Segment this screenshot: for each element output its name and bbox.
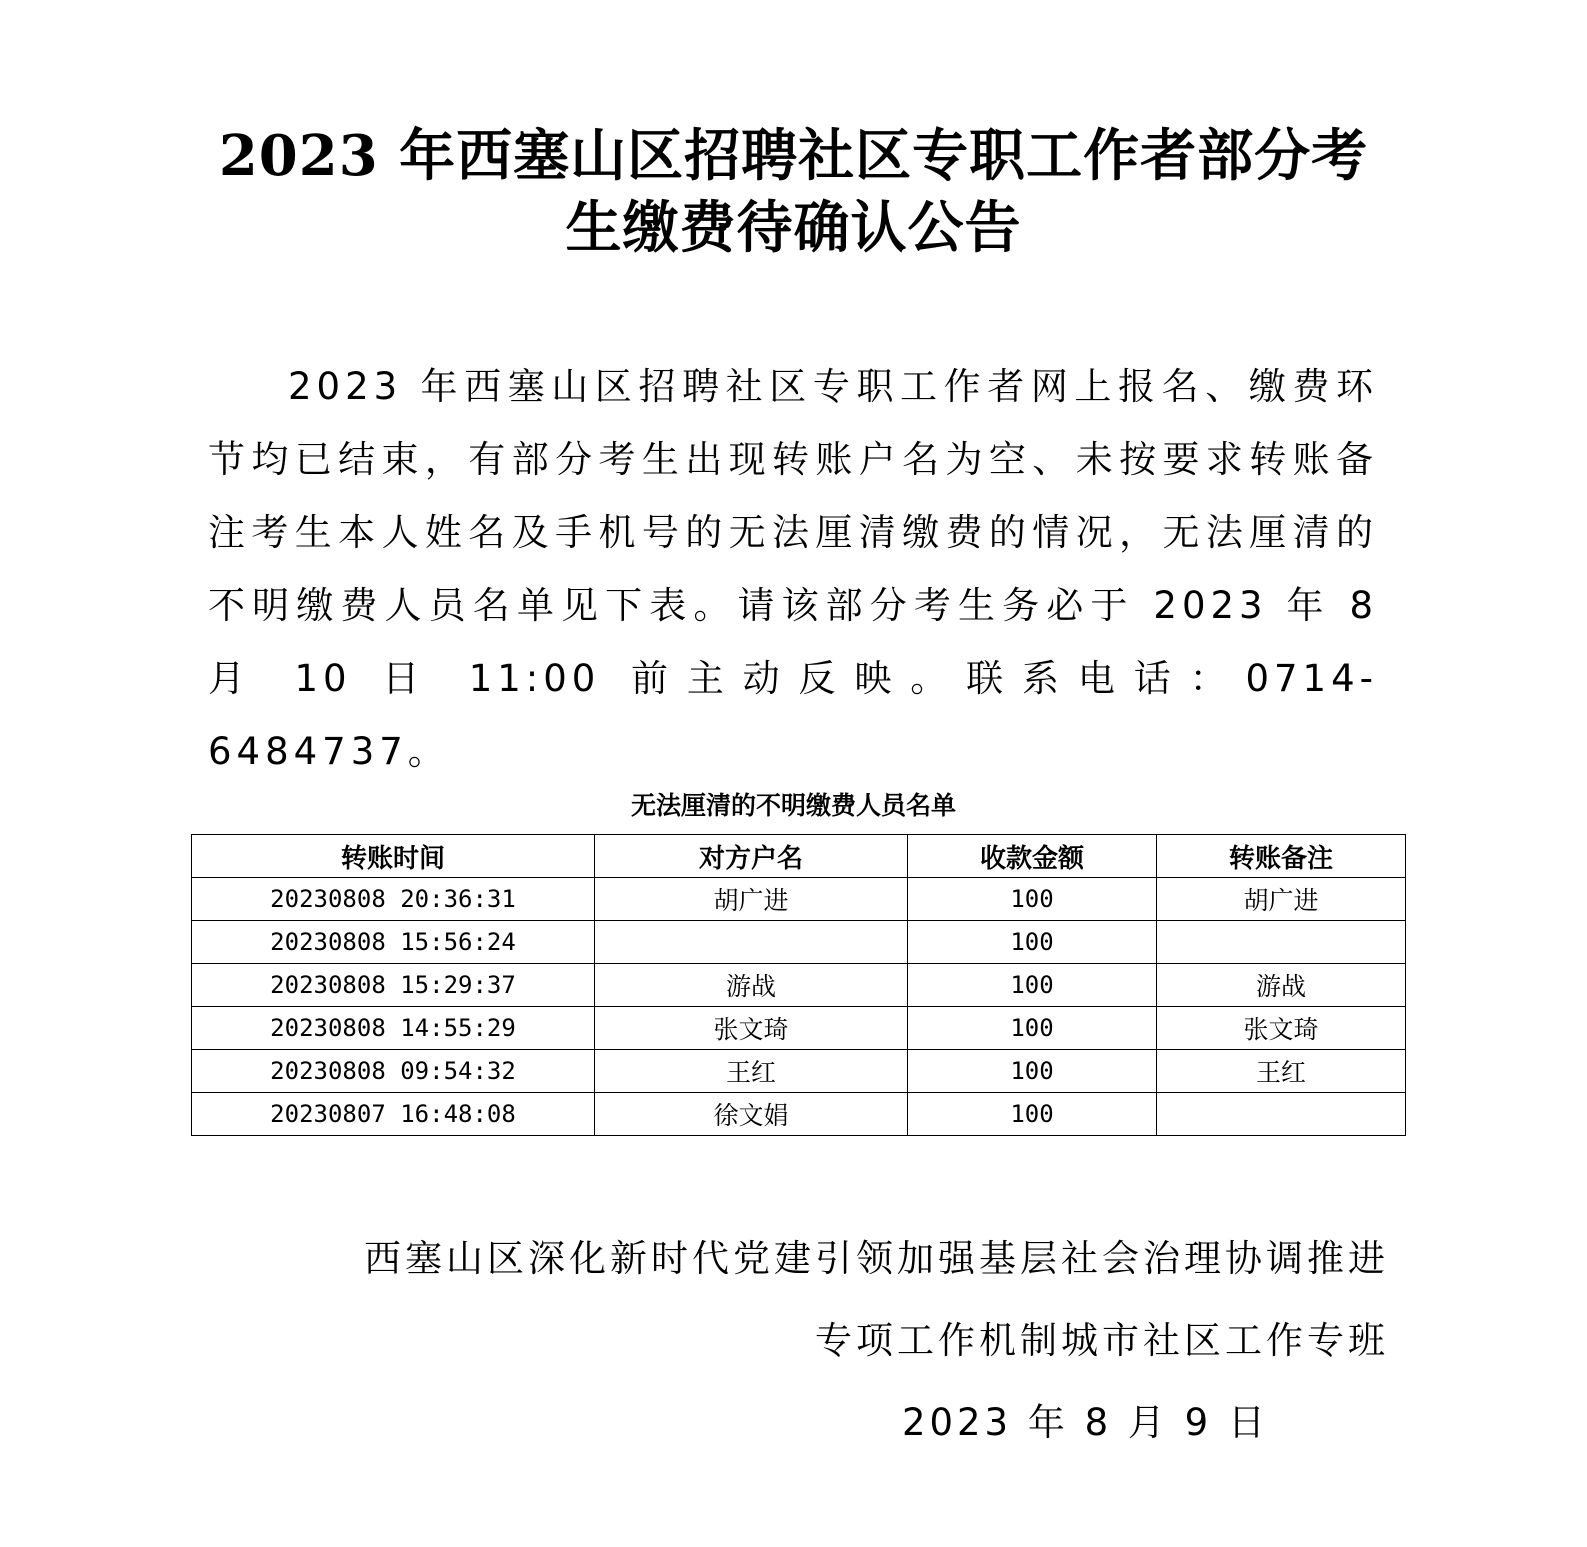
cell-transfer-time: 20230808 15:29:37 bbox=[192, 964, 595, 1007]
cell-transfer-note: 王红 bbox=[1157, 1050, 1406, 1093]
table-row bbox=[192, 1093, 1406, 1136]
announcement-body bbox=[208, 350, 1378, 788]
cell-transfer-time: 20230808 14:55:29 bbox=[192, 1007, 595, 1050]
cell-transfer-note bbox=[1157, 921, 1406, 964]
cell-transfer-note: 张文琦 bbox=[1157, 1007, 1406, 1050]
cell-amount: 100 bbox=[908, 964, 1157, 1007]
table-row bbox=[192, 878, 1406, 921]
cell-transfer-note: 游战 bbox=[1157, 964, 1406, 1007]
header-amount: 收款金额 bbox=[908, 835, 1157, 878]
title-line-1: 2023 年西塞山区招聘社区专职工作者部分考 bbox=[218, 123, 1369, 189]
cell-transfer-note bbox=[1157, 1093, 1406, 1136]
cell-amount: 100 bbox=[908, 921, 1157, 964]
issuer-signature bbox=[189, 1218, 1389, 1464]
cell-transfer-time: 20230807 16:48:08 bbox=[192, 1093, 595, 1136]
table-row bbox=[192, 964, 1406, 1007]
cell-payer-name: 游战 bbox=[595, 964, 908, 1007]
header-transfer-note: 转账备注 bbox=[1157, 835, 1406, 878]
cell-payer-name: 张文琦 bbox=[595, 1007, 908, 1050]
cell-amount: 100 bbox=[908, 1093, 1157, 1136]
cell-payer-name: 徐文娟 bbox=[595, 1093, 908, 1136]
cell-amount: 100 bbox=[908, 1007, 1157, 1050]
table-row bbox=[192, 1007, 1406, 1050]
cell-payer-name bbox=[595, 921, 908, 964]
header-payer-name: 对方户名 bbox=[595, 835, 908, 878]
table-row bbox=[192, 1050, 1406, 1093]
cell-transfer-time: 20230808 09:54:32 bbox=[192, 1050, 595, 1093]
cell-amount: 100 bbox=[908, 1050, 1157, 1093]
header-transfer-time: 转账时间 bbox=[192, 835, 595, 878]
body-paragraph: 2023 年西塞山区招聘社区专职工作者网上报名、缴费环节均已结束，有部分考生出现转账户名为空、未按要求转账备注考生本人姓名及手机号的无法厘清缴费的情况，无法厘清的不明缴费人员名单见下表。请该部分考生务必于 2023 年 8 月 10 日 11:00 前主动反映。联系电话：0714-6484737。 bbox=[208, 365, 1378, 773]
cell-payer-name: 胡广进 bbox=[595, 878, 908, 921]
issuer-line-1: 西塞山区深化新时代党建引领加强基层社会治理协调推进 bbox=[364, 1237, 1389, 1280]
table-row bbox=[192, 921, 1406, 964]
unidentified-payers-table bbox=[191, 834, 1406, 1136]
title-line-2: 生缴费待确认公告 bbox=[565, 195, 1022, 261]
cell-transfer-time: 20230808 20:36:31 bbox=[192, 878, 595, 921]
table-header-row bbox=[192, 835, 1406, 878]
cell-amount: 100 bbox=[908, 878, 1157, 921]
cell-transfer-time: 20230808 15:56:24 bbox=[192, 921, 595, 964]
issuer-line-2: 专项工作机制城市社区工作专班 bbox=[815, 1319, 1389, 1362]
cell-transfer-note: 胡广进 bbox=[1157, 878, 1406, 921]
issue-date: 2023 年 8 月 9 日 bbox=[901, 1401, 1269, 1444]
table-caption: 无法厘清的不明缴费人员名单 bbox=[630, 791, 956, 820]
cell-payer-name: 王红 bbox=[595, 1050, 908, 1093]
